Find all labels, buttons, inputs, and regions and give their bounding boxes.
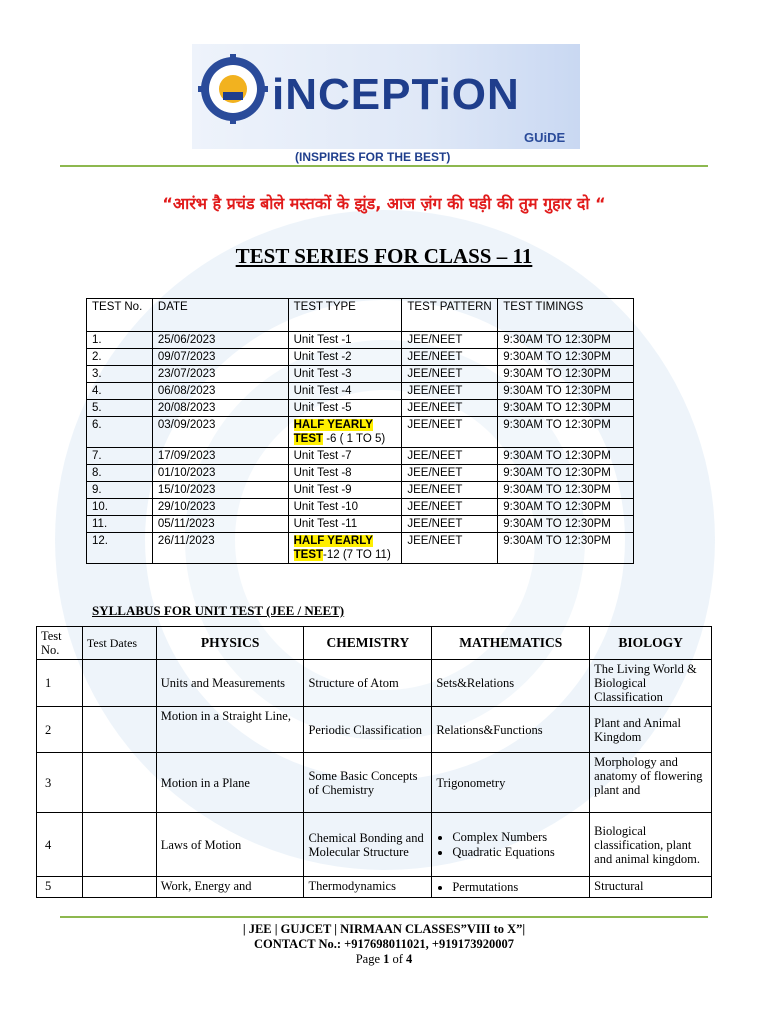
page-footer [0, 922, 768, 967]
cell-type: Unit Test -10 [288, 499, 402, 516]
cell-time: 9:30AM TO 12:30PM [498, 482, 634, 499]
cell-no: 1. [87, 332, 153, 349]
cell-no: 9. [87, 482, 153, 499]
cell-type: Unit Test -4 [288, 383, 402, 400]
cell-pattern: JEE/NEET [402, 366, 498, 383]
col-header-test-timings: TEST TIMINGS [498, 299, 634, 332]
cell-date [82, 877, 156, 898]
table-row [37, 707, 712, 753]
cell-no: 2. [87, 349, 153, 366]
brand-logo [192, 44, 580, 149]
cell-type [288, 417, 402, 448]
cell-date [82, 660, 156, 707]
table-row [87, 366, 634, 383]
brand-wordmark-i2: i [438, 70, 452, 119]
cell-date: 05/11/2023 [152, 516, 288, 533]
cell-pattern: JEE/NEET [402, 400, 498, 417]
cell-biology: Morphology and anatomy of flowering plant and [590, 753, 712, 813]
table-row [87, 448, 634, 465]
cell-no: 4 [37, 813, 83, 877]
col-header-biology: BIOLOGY [590, 627, 712, 660]
cell-no: 12. [87, 533, 153, 564]
brand-wordmark [272, 70, 520, 120]
cell-date: 17/09/2023 [152, 448, 288, 465]
footer-programs: | JEE | GUJCET | NIRMAAN CLASSES”VIII to X”| [242, 922, 526, 936]
cell-no: 3 [37, 753, 83, 813]
cell-type: Unit Test -2 [288, 349, 402, 366]
cell-type-rest: -12 (7 TO 11) [323, 549, 391, 561]
cell-no: 3. [87, 366, 153, 383]
cell-date: 20/08/2023 [152, 400, 288, 417]
cell-type: Unit Test -11 [288, 516, 402, 533]
cell-pattern: JEE/NEET [402, 499, 498, 516]
cell-no: 6. [87, 417, 153, 448]
cell-date: 23/07/2023 [152, 366, 288, 383]
cell-math: Relations&Functions [432, 707, 590, 753]
table-row [87, 516, 634, 533]
cell-math: Sets&Relations [432, 660, 590, 707]
cell-time: 9:30AM TO 12:30PM [498, 499, 634, 516]
table-row [87, 465, 634, 482]
header-rule [60, 165, 708, 167]
cell-pattern: JEE/NEET [402, 533, 498, 564]
cell-math [432, 813, 590, 877]
cell-math [432, 877, 590, 898]
col-header-date: DATE [152, 299, 288, 332]
cell-chemistry: Some Basic Concepts of Chemistry [304, 753, 432, 813]
syllabus-heading: SYLLABUS FOR UNIT TEST (JEE / NEET) [92, 603, 345, 618]
page-title: TEST SERIES FOR CLASS – 11 [235, 244, 533, 268]
table-row [37, 877, 712, 898]
cell-pattern: JEE/NEET [402, 465, 498, 482]
hindi-quote: “आरंभ है प्रचंड बोले मस्तकों के झुंड, आज ज़ंग की घड़ी की तुम गुहार दो “ [162, 194, 606, 213]
cell-biology: Structural [590, 877, 712, 898]
col-header-physics: PHYSICS [156, 627, 304, 660]
cell-date [82, 707, 156, 753]
cell-no: 1 [37, 660, 83, 707]
cell-pattern: JEE/NEET [402, 448, 498, 465]
cell-time: 9:30AM TO 12:30PM [498, 400, 634, 417]
cell-time: 9:30AM TO 12:30PM [498, 465, 634, 482]
cell-pattern: JEE/NEET [402, 482, 498, 499]
brand-wordmark-end: ON [451, 70, 520, 119]
cell-date [82, 753, 156, 813]
table-row [87, 400, 634, 417]
cell-type: Unit Test -7 [288, 448, 402, 465]
brand-sub: GUiDE [524, 130, 566, 145]
brand-wordmark-i1: i [272, 70, 286, 119]
table-row [87, 383, 634, 400]
cell-time: 9:30AM TO 12:30PM [498, 448, 634, 465]
test-schedule-table [86, 298, 634, 564]
cell-date: 26/11/2023 [152, 533, 288, 564]
cell-time: 9:30AM TO 12:30PM [498, 349, 634, 366]
cell-biology: Biological classification, plant and animal kingdom. [590, 813, 712, 877]
table-row [37, 660, 712, 707]
cell-pattern: JEE/NEET [402, 349, 498, 366]
cell-physics: Motion in a Plane [156, 753, 304, 813]
footer-rule [60, 916, 708, 918]
list-item: • Complex Numbers [452, 830, 585, 844]
cell-physics: Units and Measurements [156, 660, 304, 707]
cell-physics: Work, Energy and [156, 877, 304, 898]
col-header-test-type: TEST TYPE [288, 299, 402, 332]
cell-time: 9:30AM TO 12:30PM [498, 332, 634, 349]
half-yearly-highlight: TEST [293, 549, 324, 561]
cell-type: Unit Test -3 [288, 366, 402, 383]
cell-time: 9:30AM TO 12:30PM [498, 533, 634, 564]
cell-chemistry: Structure of Atom [304, 660, 432, 707]
table-row [87, 332, 634, 349]
table-row [37, 753, 712, 813]
page-number: Page 1 of 4 [355, 952, 413, 966]
footer-contact: CONTACT No.: +917698011021, +919173920007 [254, 937, 514, 951]
gear-emblem-icon [198, 54, 268, 124]
cell-chemistry: Periodic Classification [304, 707, 432, 753]
cell-date: 09/07/2023 [152, 349, 288, 366]
cell-type: Unit Test -8 [288, 465, 402, 482]
cell-type [288, 533, 402, 564]
math-topic-list [436, 830, 585, 859]
cell-no: 2 [37, 707, 83, 753]
table-row [87, 533, 634, 564]
cell-no: 5 [37, 877, 83, 898]
cell-biology: The Living World & Biological Classification [590, 660, 712, 707]
syllabus-table [36, 626, 712, 898]
cell-date: 03/09/2023 [152, 417, 288, 448]
col-header-mathematics: MATHEMATICS [432, 627, 590, 660]
cell-no: 10. [87, 499, 153, 516]
math-topic-list [436, 880, 585, 894]
cell-biology: Plant and Animal Kingdom [590, 707, 712, 753]
cell-time: 9:30AM TO 12:30PM [498, 366, 634, 383]
table-header-row [87, 299, 634, 332]
cell-date: 15/10/2023 [152, 482, 288, 499]
cell-date: 25/06/2023 [152, 332, 288, 349]
cell-date: 01/10/2023 [152, 465, 288, 482]
cell-physics: Motion in a Straight Line, [156, 707, 304, 753]
cell-type: Unit Test -1 [288, 332, 402, 349]
cell-no: 7. [87, 448, 153, 465]
half-yearly-highlight: HALF YEARLY [293, 535, 373, 547]
cell-no: 5. [87, 400, 153, 417]
brand-wordmark-mid: NCEPT [285, 70, 439, 119]
table-header-row [37, 627, 712, 660]
cell-no: 11. [87, 516, 153, 533]
brand-tagline: (INSPIRES FOR THE BEST) [295, 150, 451, 164]
col-header-test-no: TEST No. [87, 299, 153, 332]
cell-math: Trigonometry [432, 753, 590, 813]
col-header-test-dates: Test Dates [82, 627, 156, 660]
cell-chemistry: Thermodynamics [304, 877, 432, 898]
cell-pattern: JEE/NEET [402, 417, 498, 448]
half-yearly-highlight: TEST [293, 433, 324, 445]
cell-type-rest: -6 ( 1 TO 5) [323, 433, 386, 445]
cell-pattern: JEE/NEET [402, 516, 498, 533]
cell-type: Unit Test -5 [288, 400, 402, 417]
cell-date [82, 813, 156, 877]
cell-no: 8. [87, 465, 153, 482]
list-item: • Quadratic Equations [452, 845, 585, 859]
cell-physics: Laws of Motion [156, 813, 304, 877]
table-row [37, 813, 712, 877]
cell-time: 9:30AM TO 12:30PM [498, 417, 634, 448]
cell-date: 06/08/2023 [152, 383, 288, 400]
col-header-test-no: Test No. [37, 627, 83, 660]
cell-pattern: JEE/NEET [402, 332, 498, 349]
table-row [87, 482, 634, 499]
table-row [87, 499, 634, 516]
cell-no: 4. [87, 383, 153, 400]
cell-date: 29/10/2023 [152, 499, 288, 516]
col-header-chemistry: CHEMISTRY [304, 627, 432, 660]
table-row [87, 349, 634, 366]
cell-time: 9:30AM TO 12:30PM [498, 516, 634, 533]
half-yearly-highlight: HALF YEARLY [293, 419, 373, 431]
list-item: • Permutations [452, 880, 585, 894]
cell-chemistry: Chemical Bonding and Molecular Structure [304, 813, 432, 877]
cell-type: Unit Test -9 [288, 482, 402, 499]
cell-pattern: JEE/NEET [402, 383, 498, 400]
table-row [87, 417, 634, 448]
col-header-test-pattern: TEST PATTERN [402, 299, 498, 332]
cell-time: 9:30AM TO 12:30PM [498, 383, 634, 400]
